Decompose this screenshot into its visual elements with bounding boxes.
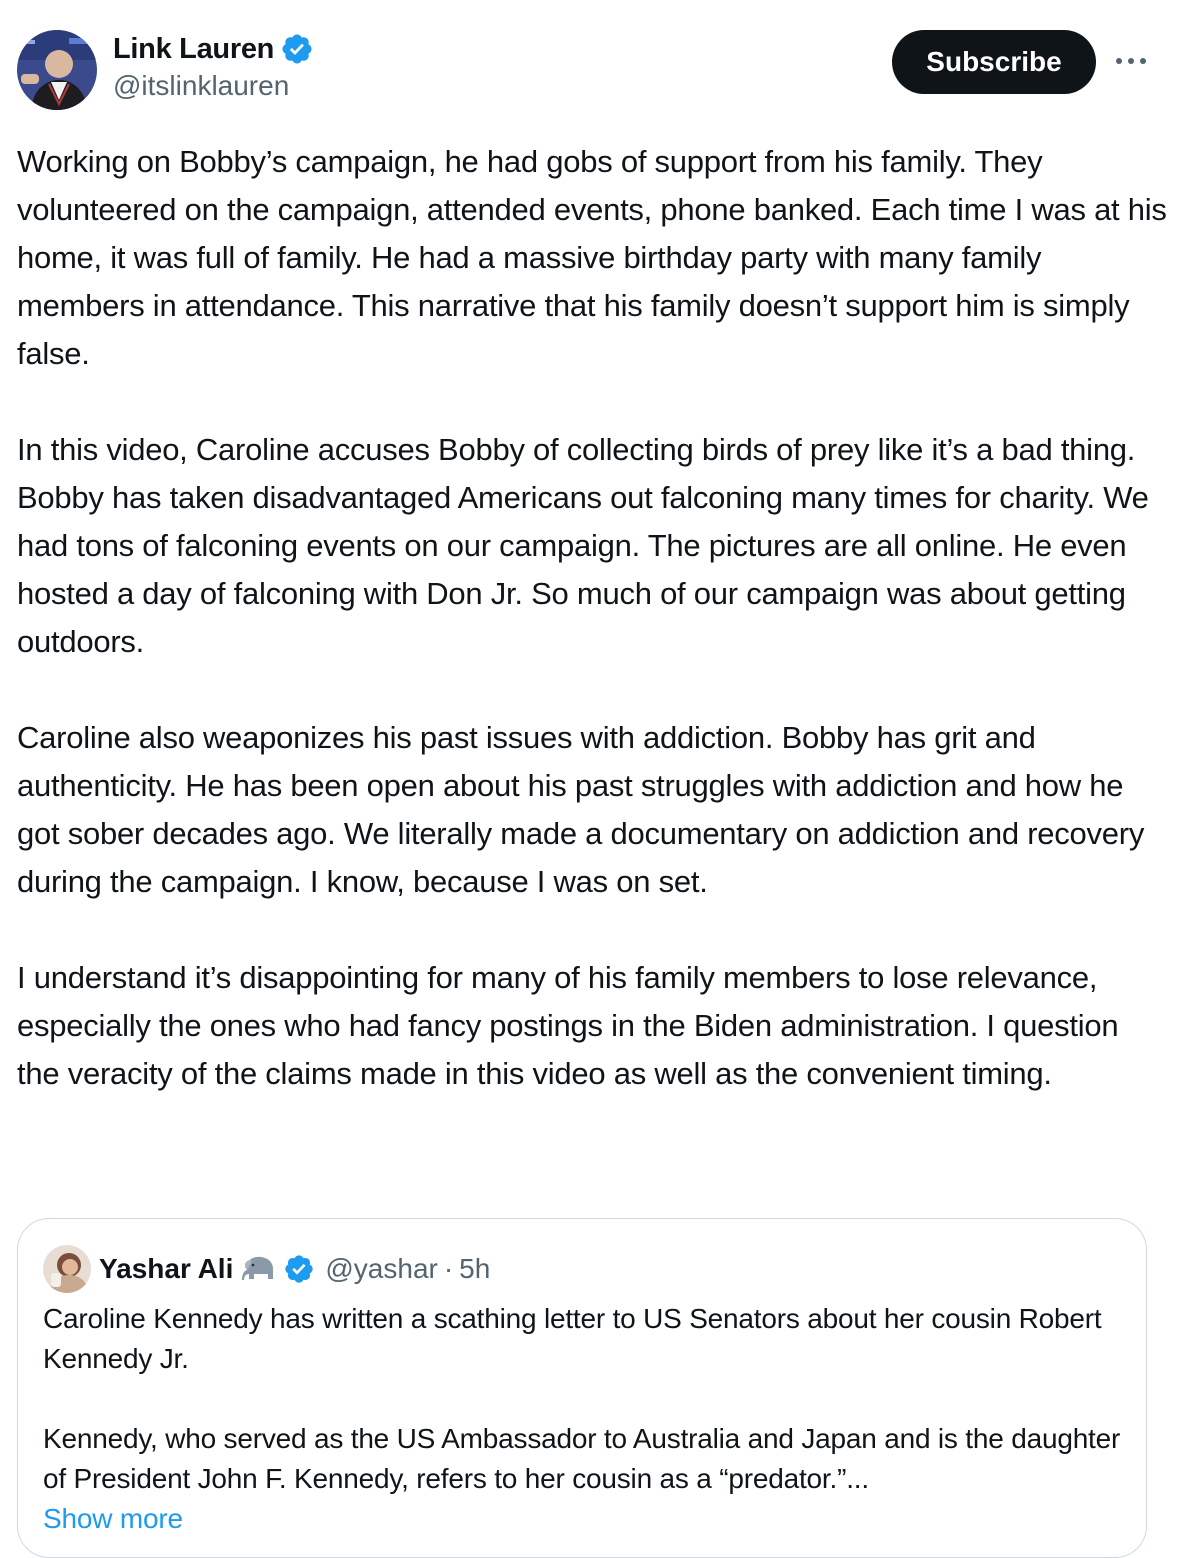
quoted-tweet[interactable] (17, 1218, 1147, 1558)
quoted-tweet-paragraph: Kennedy, who served as the US Ambassador to Australia and Japan and is the daughter of President John F. Kennedy, refers to her cousin as a “predator.”... (43, 1423, 1121, 1494)
tweet-header (17, 28, 1157, 112)
author-info (113, 30, 314, 102)
quoted-author-display-name[interactable]: Yashar Ali (99, 1253, 234, 1284)
display-name-row (113, 30, 314, 68)
verified-badge-icon[interactable] (280, 32, 314, 66)
quoted-tweet-header (43, 1245, 490, 1293)
elephant-icon (241, 1254, 277, 1284)
quoted-verified-badge-icon[interactable] (283, 1253, 315, 1285)
tweet-paragraph: I understand it’s disappointing for many of his family members to lose relevance, especially the ones who had fancy postings in the Biden administration. I question the veracity of the claims made in this video as well as the convenient timing. (17, 960, 1119, 1091)
more-options-icon[interactable] (1111, 46, 1151, 76)
quoted-author-handle[interactable]: @yashar (325, 1253, 438, 1284)
author-avatar[interactable] (17, 30, 97, 110)
meta-separator: · (443, 1253, 454, 1284)
subscribe-button[interactable]: Subscribe (892, 30, 1096, 94)
quoted-tweet-paragraph: Caroline Kennedy has written a scathing letter to US Senators about her cousin Robert Kennedy Jr. (43, 1303, 1102, 1374)
quoted-author-avatar[interactable] (43, 1245, 91, 1293)
quoted-tweet-time[interactable]: 5h (459, 1253, 491, 1284)
tweet-body (17, 138, 1167, 1098)
tweet-paragraph: Caroline also weaponizes his past issues with addiction. Bobby has grit and authenticity. He has been open about his past struggles with addiction and how he got sober decades ago. We literally made a documentary on addiction and recovery during the campaign. I know, because I was on set. (17, 720, 1145, 899)
quoted-tweet-body (43, 1299, 1123, 1539)
tweet-paragraph: In this video, Caroline accuses Bobby of collecting birds of prey like it’s a bad thing. Bobby has taken disadvantaged Americans out falconing many times for charity. We had tons of falconing events on our campaign. The pictures are all online. He even hosted a day of falconing with Don Jr. So much of our campaign was about getting outdoors. (17, 432, 1149, 659)
tweet-paragraph: Working on Bobby’s campaign, he had gobs of support from his family. They volunteered on the campaign, attended events, phone banked. Each time I was at his home, it was full of family. He had a massive birthday party with many family members in attendance. This narrative that his family doesn’t support him is simply false. (17, 144, 1167, 371)
author-handle[interactable]: @itslinklauren (113, 70, 290, 101)
author-display-name[interactable]: Link Lauren (113, 32, 275, 65)
show-more-link[interactable]: Show more (43, 1503, 183, 1534)
